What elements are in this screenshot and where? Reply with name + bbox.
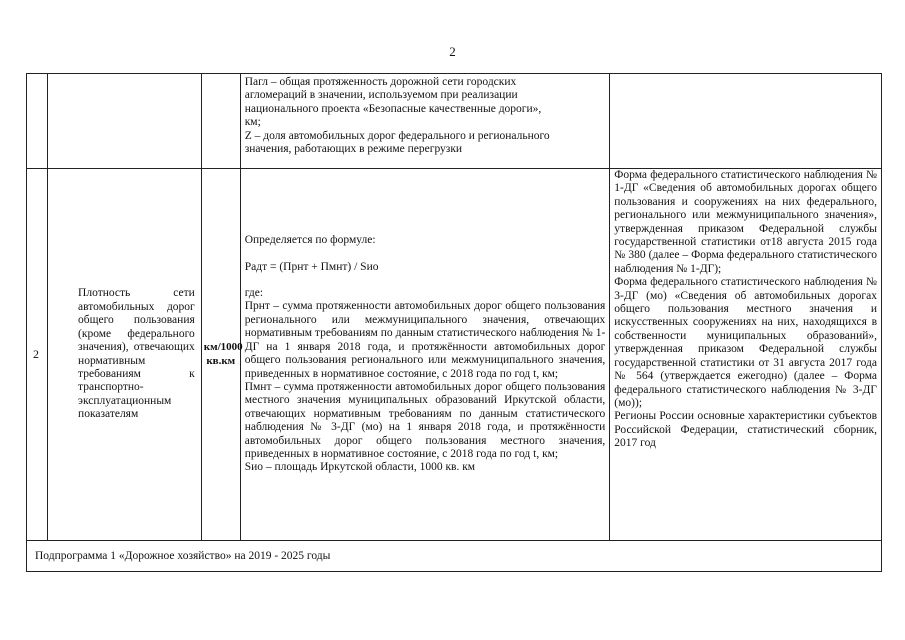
page-number: 2 xyxy=(449,44,456,59)
table-row-indicator-2 xyxy=(27,169,882,541)
source-statistical-collection: Регионы России основные характеристики субъектов Российской Федерации, статистический сборник, 2017 год xyxy=(614,410,877,450)
method-line: км; xyxy=(244,116,261,129)
method-where: где: xyxy=(244,287,264,300)
method-line: агломераций в значении, используемом при реализации xyxy=(244,89,518,102)
method-line: национального проекта «Безопасные качественные дороги», xyxy=(244,102,542,115)
cell-number-empty xyxy=(27,74,48,169)
table-row-subprogram xyxy=(27,541,882,572)
method-line: значения, работающих в режиме перегрузки xyxy=(244,143,463,156)
method-sio-definition: Sио – площадь Иркутской области, 1000 кв. км xyxy=(244,461,476,474)
cell-unit-empty xyxy=(201,74,240,169)
row-number: 2 xyxy=(27,169,48,541)
method-formula: Радт = (Прнт + Пмнт) / Sио xyxy=(244,260,379,273)
source-form-3dg: Форма федерального статистического наблюдения № 3-ДГ (мо) «Сведения об автомобильных дорогах общего пользования местного значения и искусственных сооружениях на них, находящихся в собственности муниципальных образований», утвержденная приказом Федеральной службы государственной статистики от 31 августа 2017 года № 564 (утверждается ежегодно) (далее – Форма федерального статистического наблюдения № 3-ДГ (мо)); xyxy=(614,276,877,409)
indicator-name: Плотность сети автомобильных дорог общего пользования (кроме федерального значения), отвечающих нормативным требованиям к транспортно-эксплуатационным показателям xyxy=(48,169,202,541)
unit-of-measure: км/1000 кв.км xyxy=(201,169,240,541)
cell-source-empty xyxy=(610,74,882,169)
method-pmnt-definition: Пмнт – сумма протяженности автомобильных дорог общего пользования местного значения муниципальных образований Иркутской области, отвечающих нормативным требованиям по данным статистического наблюдения № 3-ДГ (мо) на 1 января 2018 года, и протяжённости автомобильных дорог общего пользования местного значения, приведенных в нормативное состояние, с 2018 года по год t, км; xyxy=(244,380,606,460)
method-intro: Определяется по формуле: xyxy=(244,234,376,247)
data-source xyxy=(610,169,882,541)
method-line: Z – доля автомобильных дорог федерального и регионального xyxy=(244,129,550,142)
table-row-continuation xyxy=(27,74,882,169)
method-prnt-definition: Прнт – сумма протяженности автомобильных дорог общего пользования регионального или межмуниципального значения, отвечающих нормативным требованиям по данным статистического наблюдения № 1-ДГ на 1 января 2018 года, и протяжённости автомобильных дорог общего пользования регионального или межмуниципального значения, приведенных в нормативное состояние, с 2018 года по год t, км; xyxy=(244,300,606,380)
subprogram-title: Подпрограмма 1 «Дорожное хозяйство» на 2019 - 2025 годы xyxy=(27,541,882,572)
cell-method-continuation xyxy=(240,74,610,169)
method-line: Пагл – общая протяженность дорожной сети городских xyxy=(244,76,517,88)
cell-indicator-empty xyxy=(48,74,202,169)
calculation-method xyxy=(240,169,610,541)
source-form-1dg: Форма федерального статистического наблюдения № 1-ДГ «Сведения об автомобильных дорогах общего пользования и сооружениях на них федерального, регионального или межмуниципального значения», утвержденная приказом Федеральной службы государственной статистики от18 августа 2015 года № 380 (далее – Форма федерального статистического наблюдения № 1-ДГ); xyxy=(614,169,877,275)
indicators-table xyxy=(26,73,882,572)
